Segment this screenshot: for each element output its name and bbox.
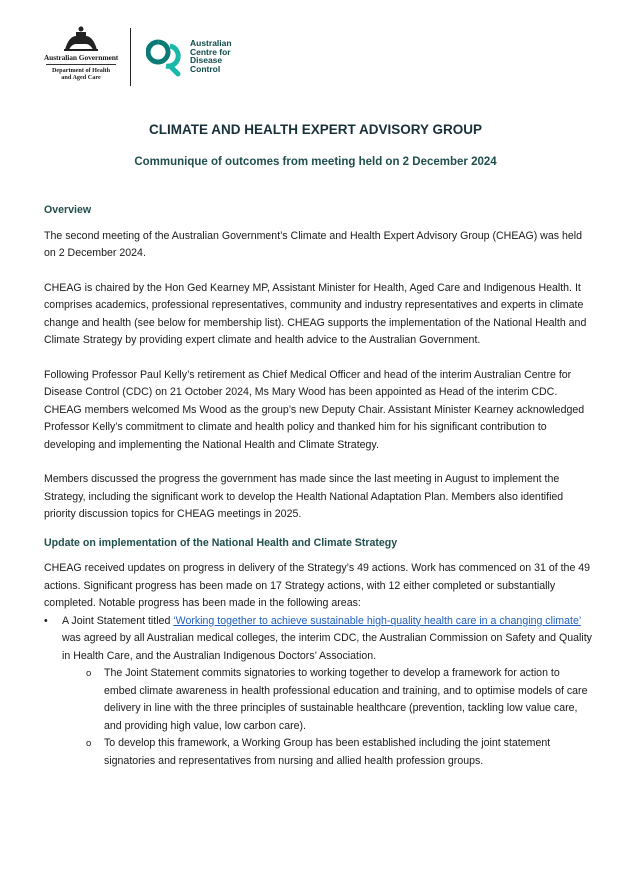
header-divider <box>130 28 131 86</box>
acdc-line3: Disease <box>190 55 223 66</box>
acdc-line1: Australian <box>190 38 232 48</box>
list-item <box>44 613 592 771</box>
document-subtitle: Communique of outcomes from meeting held on 2 December 2024 <box>134 156 497 168</box>
overview-paragraph-4: Members discussed the progress the government has made since the last meeting in August to implement the Strategy, including the significant work to develop the Health National Adaptation Plan. Members also identified priority discussion topics for CHEAG meetings in 2025. <box>44 473 564 520</box>
joint-statement-link[interactable]: ‘Working together to achieve sustainable high-quality health care in a changing climate’ <box>173 614 581 627</box>
gov-divider <box>46 64 116 65</box>
gov-name: Australian Government <box>43 53 119 62</box>
update-heading: Update on implementation of the National Health and Climate Strategy <box>44 536 398 549</box>
bullet1-post: was agreed by all Australian medical colleges, the interim CDC, the Australian Commission on Safety and Quality in Health Care, and the Australian Indigenous Doctors’ Association. <box>62 632 592 662</box>
list-item: o The Joint Statement commits signatories to working together to develop a framework for action to embed climate awareness in health professional education and training, and to optimise models of care delivery in line with the three principles of sustainable healthcare (prevention, tackling low value care, and providing high value, low carbon care). <box>86 665 592 735</box>
acdc-line2: Centre for <box>190 46 231 57</box>
acdc-logo <box>146 38 266 80</box>
sub-list <box>62 665 592 770</box>
overview-paragraph-3: Following Professor Paul Kelly’s retirement as Chief Medical Officer and head of the interim Australian Centre for Disease Control (CDC) on 21 October 2024, Ms Mary Wood has been appointed as Head of the interim CDC. CHEAG members welcomed Ms Wood as the group’s new Deputy Chair. Assistant Minister Kearney acknowledged Professor Kelly’s commitment to climate and health policy and thanked him for his significant contribution to developing and implementing the National Health and Climate Strategy. <box>44 368 585 451</box>
coat-of-arms-icon <box>61 24 101 52</box>
department-line2: and Aged Care <box>61 74 101 81</box>
overview-heading: Overview <box>44 204 92 216</box>
acdc-mark-icon <box>146 38 186 78</box>
department-line1: Department of Health <box>51 67 111 74</box>
overview-paragraph-2: CHEAG is chaired by the Hon Ged Kearney MP, Assistant Minister for Health, Aged Care and Indigenous Health. It comprises academics, professional representatives, community and industry representatives and experts in climate change and health (see below for membership list). CHEAG supports the implementation of the National Health and Climate Strategy by providing expert climate and health advice to the Australian Government. <box>44 281 587 346</box>
document-header <box>38 24 338 88</box>
update-intro: CHEAG received updates on progress in delivery of the Strategy’s 49 actions. Work has commenced on 31 of the 49 actions. Significant progress has been made on 17 Strategy actions, with 12 either completed or substantially completed. Notable progress has been made in the following areas: <box>44 562 591 609</box>
acdc-line4: Control <box>190 63 221 74</box>
document-body <box>44 202 592 770</box>
document-title: CLIMATE AND HEALTH EXPERT ADVISORY GROUP <box>148 122 483 137</box>
overview-paragraph-1: The second meeting of the Australian Government’s Climate and Health Expert Advisory Group (CHEAG) was held on 2 December 2024. <box>44 229 582 259</box>
bullet1-pre: A Joint Statement titled <box>62 614 174 627</box>
acdc-wordmark <box>190 39 232 73</box>
list-item: o To develop this framework, a Working Group has been established including the joint statement signatories and representatives from nursing and allied health profession groups. <box>86 735 592 770</box>
progress-list <box>44 613 592 771</box>
australian-government-logo <box>38 24 124 81</box>
